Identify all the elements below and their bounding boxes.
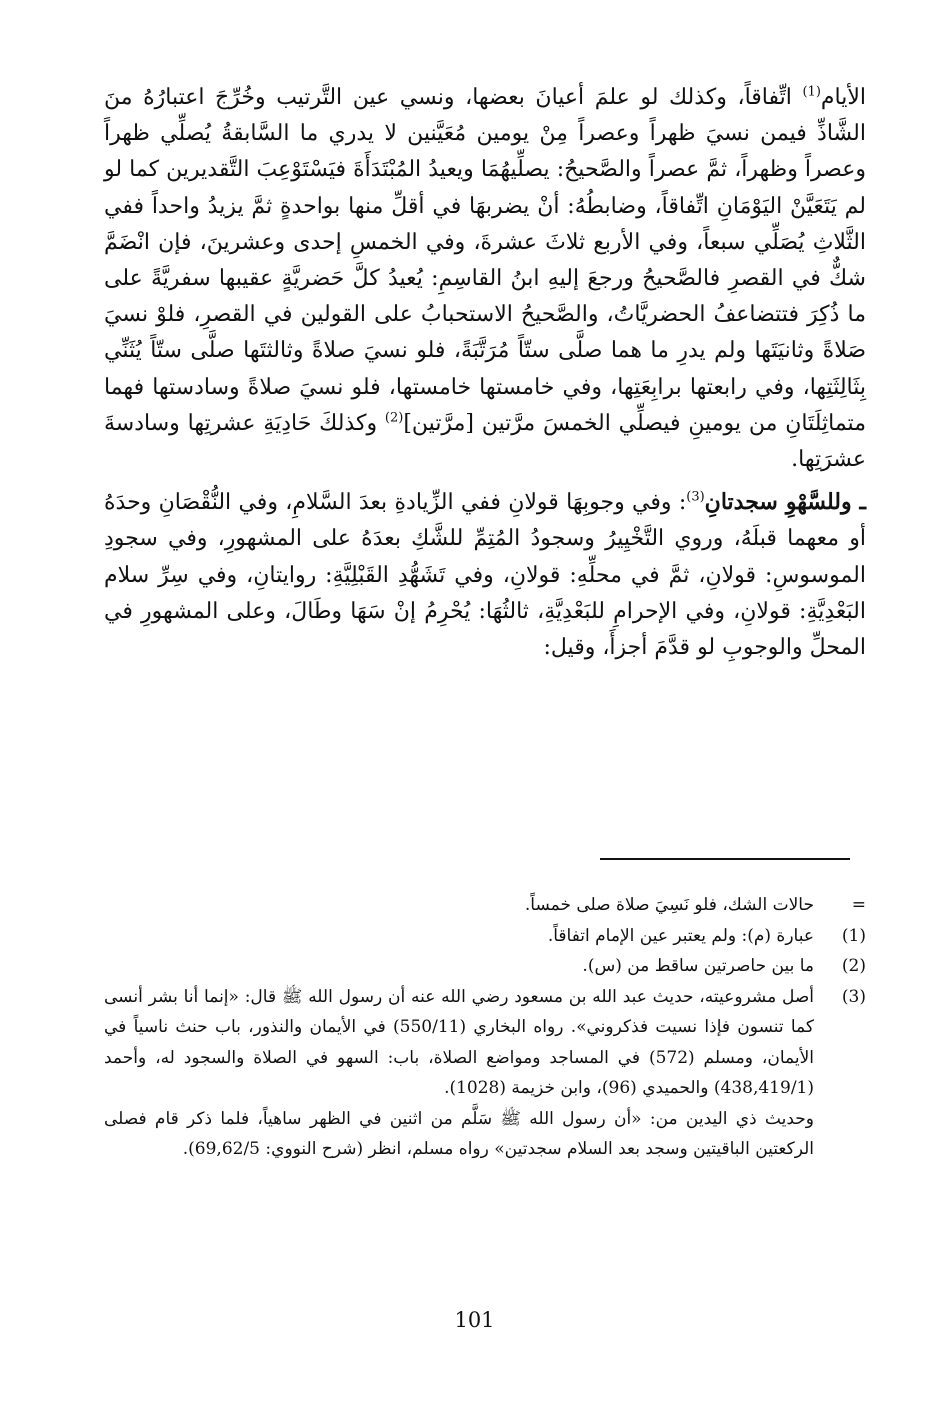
footnote-2: [104, 951, 866, 982]
footnote-carryover: [104, 890, 866, 921]
footnote-separator: [600, 858, 850, 860]
paragraph-1: الأيام$^{(1)}$ اتِّفاقاً، وكذلك لو علمَ أعيانَ بعضها، ونسي عين التَّرتيب وخُرِّجَ اعتبارُهُ منَ الشَّاذِّ فيمن نسيَ ظهراً وعصراً مِنْ يومين مُعَيَّنين لا يدري ما السَّابقةُ يُصلِّي ظهراً وعصراً وظهراً، ثمَّ عصراً والصَّحيحُ: يصلِّيهُمَا ويعيدُ المُبْتَدَأَةَ فيَسْتَوْعِبَ التَّقديرين كما لو لم يَتَعَيَّنْ اليَوْمَانِ اتِّفاقاً، وضابطُهُ: أنْ يضربهَا في أقلِّ منها بواحدةٍ ثمَّ يزيدُ واحداً ففي الثَّلاثِ يُصَلِّي سبعاً، وفي الأربع ثلاثَ عشرةَ، وفي الخمسِ إحدى وعشرينَ، فإن انْضَمَّ شكٌّ في القصرِ فالصَّحيحُ ورجعَ إليهِ ابنُ القاسِمِ: يُعيدُ كلَّ حَضريَّةٍ عقيبها سفريَّةً على ما ذُكِرَ فتتضاعفُ الحضريَّاتُ، والصَّحيحُ الاستحبابُ على القولين في القصرِ، فلوْ نسيَ صَلاةً وثانيَتَها ولم يدرِ ما هما صلَّى ستّاً مُرَتَّبَةً، فلو نسيَ صلاةً وثالثتَها صلَّى ستّاً يُثَنِّي بِثَالِثَتِها، وفي رابعتها برابِعَتِها، وفي خامستها خامستها، فلو نسيَ صلاةً وسادستها فهما متماثِلَتَانِ من يومينِ فيصلِّي الخمسَ مرَّتين [مرَّتين]$^{(2)}$ وكذلكَ حَادِيَةِ عشرتِها وسادسةَ عشرَتِها.: [104, 84, 866, 473]
footnote-marker: =: [851, 895, 866, 915]
footnote-ref-3: (3): [686, 489, 705, 505]
footnote-3: [104, 982, 866, 1104]
footnote-text: حالات الشك، فلو نَسِيَ صلاة صلى خمساً.: [524, 895, 814, 915]
paragraph-2: [104, 484, 866, 666]
footnote-ref: (2): [384, 410, 404, 426]
section-heading: ـ وللسَّهْوِ سجدتانِ: [704, 489, 867, 516]
footnote-ref: (1): [802, 84, 821, 100]
footnote-text: ما بين حاصرتين ساقط من (س).: [582, 956, 814, 976]
footnote-number: (1): [841, 925, 866, 946]
footnote-text: عبارة (م): ولم يعتبر عين الإمام اتفاقاً.: [547, 925, 814, 946]
footnotes: [104, 890, 866, 1165]
footnote-number: (3): [841, 986, 866, 1007]
page-number: 101: [454, 1308, 495, 1332]
footnote-number: (2): [841, 956, 866, 976]
paragraph-2-text: : وفي وجوبِهَا قولانِ ففي الزِّيادةِ بعدَ السَّلامِ، وفي النُّقْصَانِ وحدَهُ أو معهما قبلَهُ، وروي التَّخْيِيرُ وسجودُ المُتِمِّ للشَّكِ بعدَهُ على المشهورِ، وفي سجودِ الموسوسِ: قولانِ، ثمَّ في محلِّهِ: قولانِ، وفي تَشَهُّدِ القَبْلِيَّةِ: روايتانِ، وفي سِرِّ سلام البَعْدِيَّةِ: قولانِ، وفي الإحرامِ للبَعْدِيَّةِ، ثالثُهَا: يُحْرِمُ إنْ سَهَا وطَالَ، وعلى المشهورِ في المحلِّ والوجوبِ لو قدَّمَ أجزأَ، وقيل:: [104, 490, 866, 661]
footnote-3-continuation: وحديث ذي اليدين من: «أن رسول الله ﷺ سَلَّم من اثنين في الظهر ساهياً، فلما ذكر قام فصلى الركعتين الباقيتين وسجد بعد السلام سجدتين» رواه مسلم، انظر (شرح النووي: 69,62/5).: [104, 1108, 814, 1159]
main-text: [104, 80, 866, 666]
footnote-text: أصل مشروعيته، حديث عبد الله بن مسعود رضي الله عنه أن رسول الله ﷺ قال: «إنما أنا بشر أنسى كما تنسون فإذا نسيت فذكروني». رواه البخاري (550/11) في الأيمان والنذور، باب حنث ناسياً في الأيمان، ومسلم (572) في المساجد ومواضع الصلاة، باب: السهو في الصلاة والسجود له، وأحمد (438,419/1) والحميدي (96)، وابن خزيمة (1028).: [104, 986, 814, 1098]
footnote-1: [104, 921, 866, 952]
